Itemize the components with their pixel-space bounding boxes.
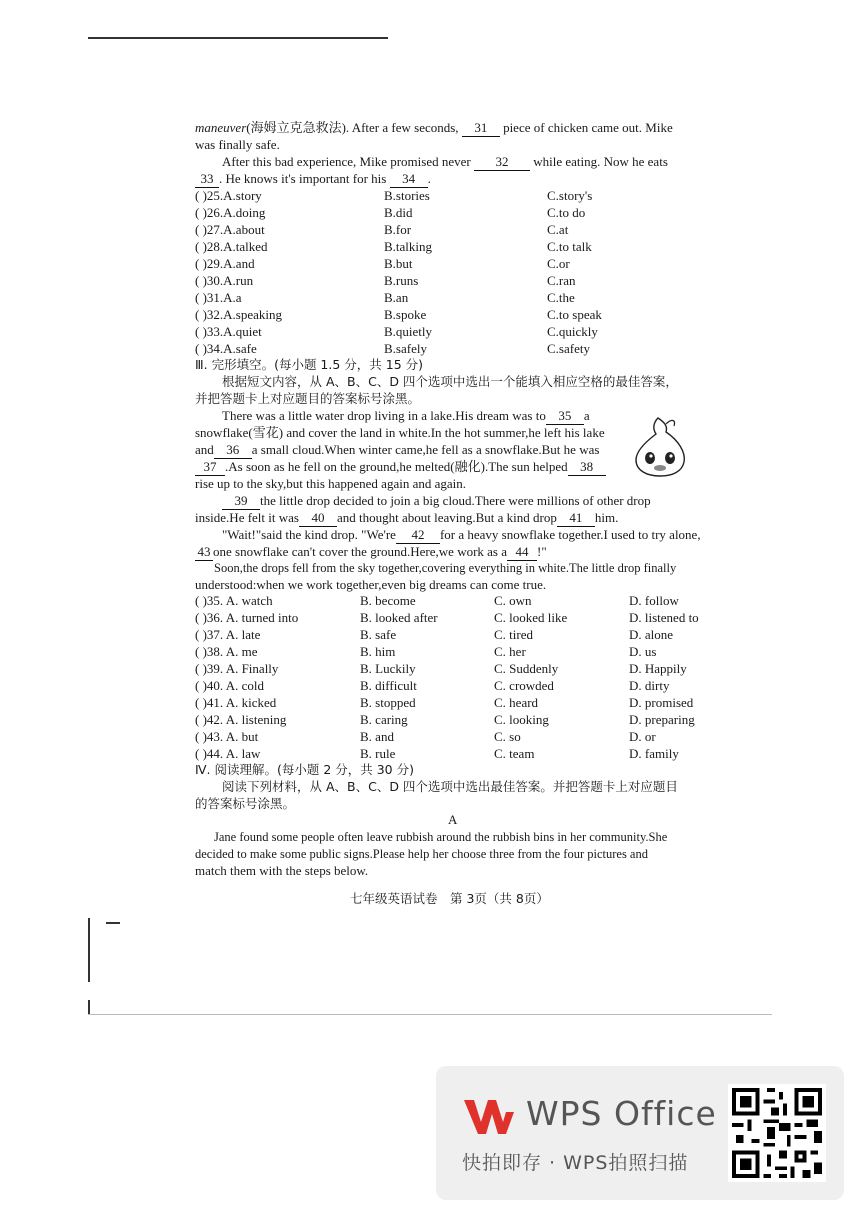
q37-d: D. alone — [629, 627, 674, 642]
passage-line-1: maneuver(海姆立克急救法). After a few seconds, 31 piece of chicken came out. Mike — [195, 120, 673, 135]
q29-a: ( )29.A.and — [195, 256, 255, 271]
q40-a: ( )40. A. cold — [195, 678, 264, 693]
q39-a: ( )39. A. Finally — [195, 661, 279, 676]
cloze-line-9: 43 one snowflake can't cover the ground.Here,we work as a 44 !" — [195, 544, 547, 561]
q35-c: C. own — [494, 593, 532, 608]
cloze-line-3: and 36 a small cloud.When winter came,he fell as a snowflake.But he was — [195, 442, 600, 457]
q36-a: ( )36. A. turned into — [195, 610, 299, 625]
q40-b: B. difficult — [360, 678, 417, 693]
blank-36: 36 — [214, 442, 252, 459]
scan-dash — [106, 922, 120, 924]
blank-44: 44 — [507, 544, 537, 561]
q25-b: B.stories — [384, 188, 430, 203]
water-drop-cartoon — [628, 412, 692, 478]
cloze-line-1: There was a little water drop living in a lake.His dream was to 35 a — [222, 408, 590, 423]
q42-c: C. looking — [494, 712, 549, 727]
qr-code-icon — [728, 1084, 826, 1182]
q36-b: B. looked after — [360, 610, 438, 625]
scan-top-edge — [88, 37, 388, 39]
q34-c: C.safety — [547, 341, 590, 356]
blank-37: 37 — [195, 459, 225, 476]
cloze-line-10: Soon,the drops fell from the sky together,covering everything in white.The little drop finally — [214, 561, 677, 575]
scan-bottom-edge — [88, 1014, 772, 1015]
cloze-line-8: "Wait!"said the kind drop. "We're 42 for a heavy snowflake together.I used to try alone, — [222, 527, 701, 542]
wps-watermark — [436, 1066, 844, 1200]
cloze-line-7: inside.He felt it was 40 and thought about leaving.But a kind drop 41 him. — [195, 510, 619, 525]
q27-b: B.for — [384, 222, 412, 237]
q41-d: D. promised — [629, 695, 694, 710]
q40-c: C. crowded — [494, 678, 554, 693]
q44-a: ( )44. A. law — [195, 746, 261, 761]
blank-35: 35 — [546, 408, 584, 425]
q40-d: D. dirty — [629, 678, 670, 693]
q37-c: C. tired — [494, 627, 533, 642]
blank-32: 32 — [474, 154, 530, 171]
q39-b: B. Luckily — [360, 661, 416, 676]
q29-c: C.or — [547, 256, 570, 271]
blank-42: 42 — [396, 527, 440, 544]
q33-b: B.quietly — [384, 324, 433, 339]
q26-b: B.did — [384, 205, 413, 220]
q30-b: B.runs — [384, 273, 419, 288]
section-3-title: Ⅲ. 完形填空。(每小题 1.5 分，共 15 分) — [195, 357, 423, 372]
section-4-title: Ⅳ. 阅读理解。(每小题 2 分，共 30 分) — [195, 762, 414, 777]
blank-41: 41 — [557, 510, 595, 527]
blank-40: 40 — [299, 510, 337, 527]
reading-line-1: Jane found some people often leave rubbish around the rubbish bins in her community.She — [214, 830, 668, 844]
passage-line-3: After this bad experience, Mike promised never 32 while eating. Now he eats — [222, 154, 668, 169]
q43-c: C. so — [494, 729, 521, 744]
q38-c: C. her — [494, 644, 526, 659]
reading-line-2: decided to make some public signs.Please help her choose three from the four pictures and — [195, 847, 648, 861]
q26-c: C.to do — [547, 205, 586, 220]
blank-38: 38 — [568, 459, 606, 476]
q30-a: ( )30.A.run — [195, 273, 254, 288]
blank-34: 34 — [390, 171, 428, 188]
q28-b: B.talking — [384, 239, 433, 254]
q34-b: B.safely — [384, 341, 427, 356]
q42-a: ( )42. A. listening — [195, 712, 287, 727]
q42-d: D. preparing — [629, 712, 695, 727]
q32-a: ( )32.A.speaking — [195, 307, 283, 322]
q28-a: ( )28.A.talked — [195, 239, 268, 254]
wps-brand-text: WPS Office — [526, 1094, 717, 1133]
q36-c: C. looked like — [494, 610, 568, 625]
page-footer: 七年级英语试卷 第 3页（共 8页） — [350, 891, 549, 906]
q31-b: B.an — [384, 290, 409, 305]
scan-left-mark-2 — [88, 1000, 90, 1014]
section-3-instr-1: 根据短文内容，从 A、B、C、D 四个选项中选出一个能填入相应空格的最佳答案， — [222, 374, 678, 389]
blank-33: 33 — [195, 171, 219, 188]
q39-c: C. Suddenly — [494, 661, 559, 676]
section-4-instr-2: 的答案标号涂黑。 — [195, 796, 296, 811]
q44-b: B. rule — [360, 746, 396, 761]
q38-a: ( )38. A. me — [195, 644, 258, 659]
q32-c: C.to speak — [547, 307, 602, 322]
q34-a: ( )34.A.safe — [195, 341, 257, 356]
q27-c: C.at — [547, 222, 569, 237]
q32-b: B.spoke — [384, 307, 427, 322]
q28-c: C.to talk — [547, 239, 592, 254]
q35-b: B. become — [360, 593, 416, 608]
q43-b: B. and — [360, 729, 394, 744]
q44-d: D. family — [629, 746, 679, 761]
reading-line-3: match them with the steps below. — [195, 863, 369, 878]
q37-b: B. safe — [360, 627, 397, 642]
q39-d: D. Happily — [629, 661, 687, 676]
blank-39: 39 — [222, 493, 260, 510]
wps-logo-icon — [462, 1096, 514, 1136]
q29-b: B.but — [384, 256, 413, 271]
q25-c: C.story's — [547, 188, 593, 203]
q44-c: C. team — [494, 746, 535, 761]
q36-d: D. listened to — [629, 610, 699, 625]
wps-tagline: 快拍即存 · WPS拍照扫描 — [462, 1152, 689, 1174]
section-4-instr-1: 阅读下列材料，从 A、B、C、D 四个选项中选出最佳答案。并把答题卡上对应题目 — [222, 779, 678, 794]
passage-line-4: 33 . He knows it's important for his 34 . — [195, 171, 431, 188]
passage-line-2: was finally safe. — [195, 137, 280, 152]
q35-d: D. follow — [629, 593, 679, 608]
q37-a: ( )37. A. late — [195, 627, 261, 642]
q38-d: D. us — [629, 644, 657, 659]
cloze-line-4: 37 .As soon as he fell on the ground,he melted(融化).The sun helped 38 — [195, 459, 606, 476]
cloze-line-2: snowflake(雪花) and cover the land in white.In the hot summer,he left his lake — [195, 425, 605, 440]
q25-a: ( )25.A.story — [195, 188, 262, 203]
q38-b: B. him — [360, 644, 396, 659]
part-a-heading: A — [448, 812, 458, 827]
scan-left-mark — [88, 918, 90, 982]
q30-c: C.ran — [547, 273, 576, 288]
q26-a: ( )26.A.doing — [195, 205, 266, 220]
q41-a: ( )41. A. kicked — [195, 695, 277, 710]
q41-c: C. heard — [494, 695, 539, 710]
q43-a: ( )43. A. but — [195, 729, 259, 744]
q43-d: D. or — [629, 729, 656, 744]
cloze-line-5: rise up to the sky,but this happened again and again. — [195, 476, 467, 491]
q31-c: C.the — [547, 290, 575, 305]
q27-a: ( )27.A.about — [195, 222, 265, 237]
q35-a: ( )35. A. watch — [195, 593, 273, 608]
section-3-instr-2: 并把答题卡上对应题目的答案标号涂黑。 — [195, 391, 421, 406]
cloze-line-11: understood:when we work together,even big dreams can come true. — [195, 577, 547, 592]
q41-b: B. stopped — [360, 695, 416, 710]
q42-b: B. caring — [360, 712, 408, 727]
q33-a: ( )33.A.quiet — [195, 324, 262, 339]
cloze-line-6: 39 the little drop decided to join a big cloud.There were millions of other drop — [222, 493, 651, 510]
q33-c: C.quickly — [547, 324, 598, 339]
blank-43: 43 — [195, 544, 213, 561]
q31-a: ( )31.A.a — [195, 290, 242, 305]
blank-31: 31 — [462, 120, 500, 137]
